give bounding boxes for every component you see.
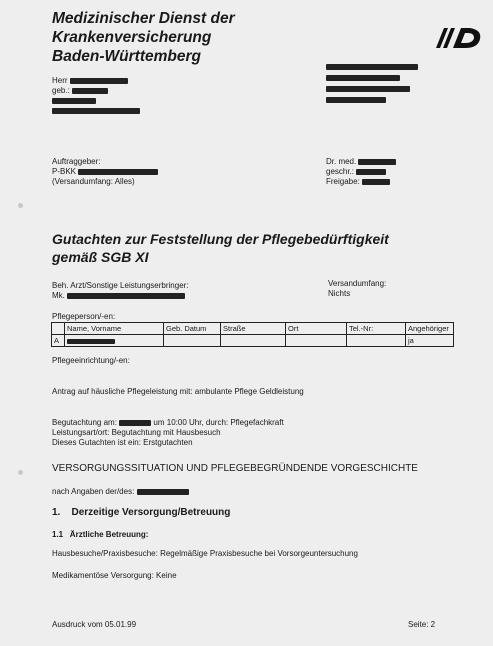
signature-block	[326, 157, 396, 187]
provider-label: Beh. Arzt/Sonstige Leistungserbringer:	[52, 281, 189, 290]
table-cell	[221, 335, 286, 347]
md-logo	[434, 26, 484, 50]
assessment-time: um 10:00 Uhr, durch: Pflegefachkraft	[153, 418, 284, 427]
table-header-cell: Ort	[286, 323, 347, 335]
release-label: Freigabe:	[326, 177, 360, 186]
client-name: P-BKK	[52, 167, 77, 176]
home-visits-text: Hausbesuche/Praxisbesuche: Regelmäßige Praxisbesuche bei Vorsorgeuntersuchung	[52, 549, 358, 558]
punch-hole	[18, 203, 23, 208]
versand-label: Versandumfang:	[328, 279, 387, 288]
herr-label: Herr	[52, 76, 68, 85]
title-line2: gemäß SGB XI	[52, 249, 149, 265]
redaction	[67, 293, 185, 299]
redaction	[362, 179, 390, 185]
redaction	[137, 489, 189, 495]
organization-header	[52, 9, 235, 66]
table-header-cell: Angehöriger	[406, 323, 454, 335]
per-statement	[52, 487, 189, 497]
redaction	[356, 169, 386, 175]
printout-date: Ausdruck vom 05.01.99	[52, 620, 137, 629]
section-1-heading	[52, 507, 230, 519]
table-header-cell	[52, 323, 65, 335]
page-number: Seite: 2	[408, 620, 436, 629]
doctor-label: Dr. med.	[326, 157, 357, 166]
document-title	[52, 230, 389, 266]
table-cell: A	[52, 335, 65, 347]
table-cell	[164, 335, 221, 347]
table-cell: ja	[406, 335, 454, 347]
assessment-kind: Dieses Gutachten ist ein: Erstgutachten	[52, 438, 193, 447]
application-text: Antrag auf häusliche Pflegeleistung mit: ambulante Pflege Geldleistung	[52, 387, 304, 396]
provider-block	[52, 281, 189, 301]
assessment-label: Begutachtung am:	[52, 418, 117, 427]
title-line1: Gutachten zur Feststellung der Pflegebedürftigkeit	[52, 231, 389, 247]
redaction	[78, 169, 158, 175]
caregivers-label: Pflegeperson/-en:	[52, 312, 116, 321]
redaction	[72, 88, 108, 94]
org-name-line2: Krankenversicherung	[52, 29, 212, 46]
table-cell	[65, 335, 164, 347]
facility-label: Pflegeeinrichtung/-en:	[52, 356, 130, 365]
table-cell	[286, 335, 347, 347]
assessment-block	[52, 418, 284, 448]
section-1-number: 1.	[52, 507, 61, 518]
org-name-line1: Medizinischer Dienst der	[52, 10, 235, 27]
punch-hole	[18, 470, 23, 475]
per-statement-label: nach Angaben der/des:	[52, 487, 135, 496]
table-header-cell: Tel.-Nr:	[347, 323, 406, 335]
section-1-1-title: Ärztliche Betreuung:	[69, 530, 149, 539]
table-row	[52, 335, 454, 347]
redaction	[358, 159, 396, 165]
section-1-1-heading	[52, 530, 148, 540]
section-1-title: Derzeitige Versorgung/Betreuung	[71, 507, 231, 518]
section-heading: VERSORGUNGSSITUATION UND PFLEGEBEGRÜNDENDE VORGESCHICHTE	[52, 463, 418, 474]
client-label: Auftraggeber:	[52, 157, 101, 166]
redaction	[52, 108, 140, 114]
redaction	[70, 78, 128, 84]
written-label: geschr.:	[326, 167, 355, 176]
table-header-row	[52, 323, 454, 335]
client-dispatch: (Versandumfang: Alles)	[52, 177, 135, 186]
table-header-cell: Name, Vorname	[65, 323, 164, 335]
assessment-type: Leistungsart/ort: Begutachtung mit Hausbesuch	[52, 428, 221, 437]
provider-prefix: Mk.	[52, 291, 65, 300]
recipient-address-redacted	[326, 64, 418, 103]
table-header-cell: Geb. Datum	[164, 323, 221, 335]
table-header-cell: Straße	[221, 323, 286, 335]
versand-block	[328, 279, 386, 299]
section-1-1-number: 1.1	[52, 530, 64, 539]
redaction	[52, 98, 96, 104]
redaction	[119, 420, 151, 426]
medication-text: Medikamentöse Versorgung: Keine	[52, 571, 177, 580]
versand-value: Nichts	[328, 289, 351, 298]
client-block	[52, 157, 158, 187]
birth-label: geb.:	[52, 86, 70, 95]
org-name-line3: Baden-Württemberg	[52, 48, 201, 65]
patient-block	[52, 76, 140, 116]
caregivers-table	[51, 322, 454, 347]
table-cell	[347, 335, 406, 347]
